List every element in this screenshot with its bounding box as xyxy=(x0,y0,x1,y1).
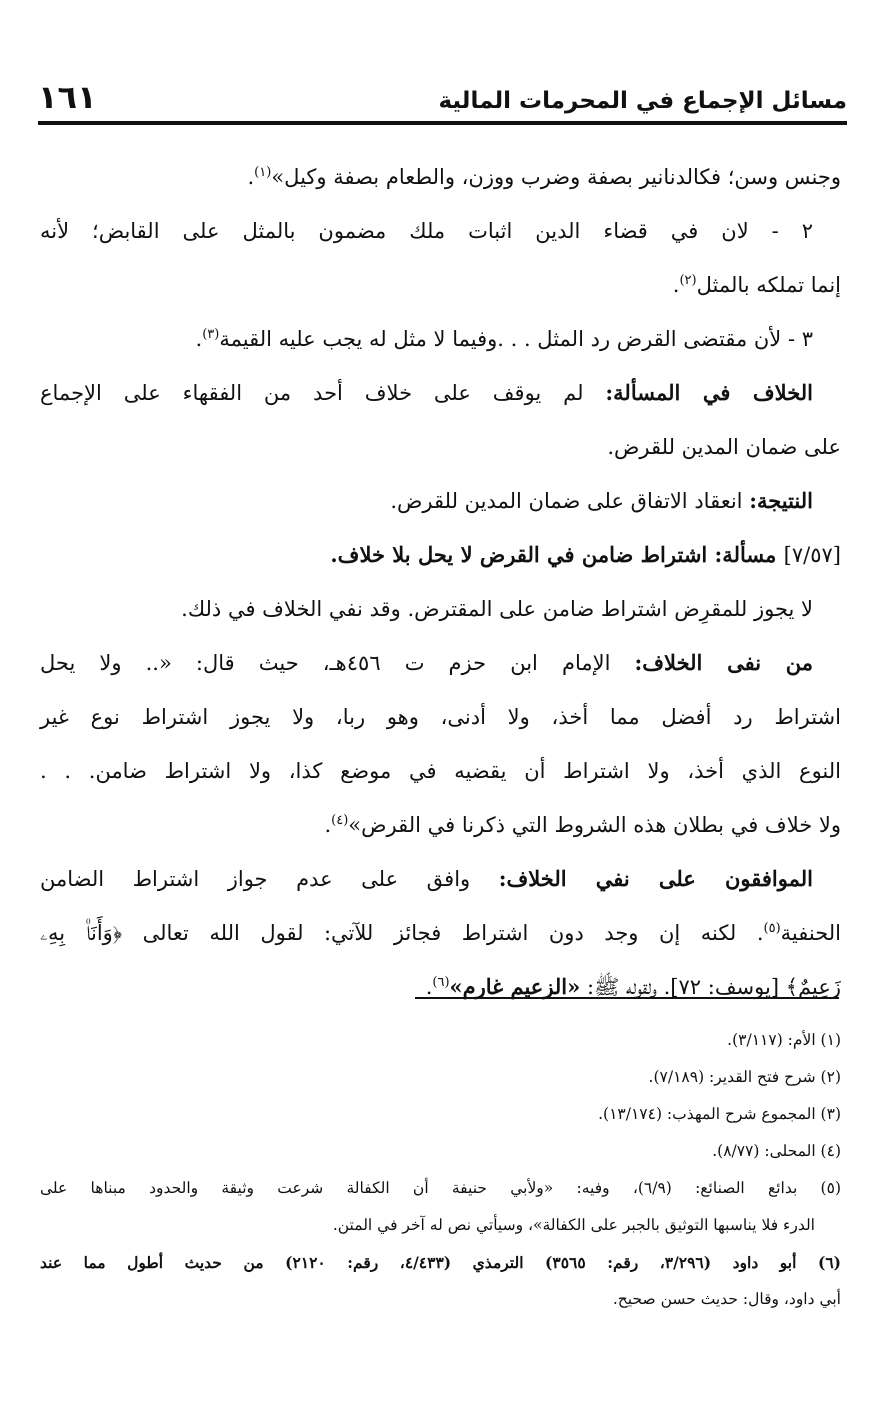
paragraph-line: ٣ - لأن مقتضى القرض رد المثل . . .وفيما لا مثل له يجب عليه القيمة$^{(٣)}$. xyxy=(195,327,813,351)
paragraph-line xyxy=(40,744,841,798)
footnote-ref: (٥) xyxy=(763,921,781,936)
paragraph-line xyxy=(40,690,841,744)
footnote: (٢) شرح فتح القدير: (٧/١٨٩). xyxy=(648,1068,841,1086)
text-run: الإمام ابن حزم ت ٤٥٦هـ، حيث قال: «.. ولا يحل xyxy=(40,651,635,675)
issue-number: [٧/٥٧] xyxy=(783,543,841,567)
text-run: لا يجوز للمقرِض اشتراط ضامن على المقترض. وقد نفي الخلاف في ذلك. xyxy=(181,597,813,621)
paragraph-line xyxy=(40,636,841,690)
page-number: ١٦١ xyxy=(38,78,97,116)
footnote-continuation: أبي داود، وقال: حديث حسن صحيح. xyxy=(612,1290,841,1308)
footnote-ref: (٣) xyxy=(202,327,220,342)
text-run: إنما تملكه بالمثل xyxy=(696,273,841,297)
footnote: (٣) المجموع شرح المهذب: (١٣/١٧٤). xyxy=(598,1105,841,1123)
paragraph-line xyxy=(40,204,841,258)
text-run: لم يوقف على خلاف أحد من الفقهاء على الإجماع xyxy=(40,381,606,405)
text-run: انعقاد الاتفاق على ضمان المدين للقرض. xyxy=(390,489,750,513)
paragraph-line: وجنس وسن؛ فكالدنانير بصفة وضرب ووزن، والطعام بصفة وكيل»$^{(١)}$. xyxy=(247,165,841,189)
text-run: وجنس وسن؛ فكالدنانير بصفة وضرب ووزن، والطعام بصفة وكيل» xyxy=(271,165,841,189)
paragraph-line xyxy=(40,474,841,528)
running-title: مسائل الإجماع في المحرمات المالية xyxy=(438,88,847,114)
paragraph-line: ولا خلاف في بطلان هذه الشروط التي ذكرنا في القرض»$^{(٤)}$. xyxy=(324,813,841,837)
text-run: الحنفية xyxy=(780,921,841,945)
main-text xyxy=(40,150,841,1014)
text-run: ٢ - لان في قضاء الدين اثبات ملك مضمون بالمثل على القابض؛ لأنه xyxy=(40,219,813,243)
section-label: الخلاف في المسألة: xyxy=(605,380,814,405)
page-header xyxy=(38,72,847,120)
paragraph-line xyxy=(40,906,841,960)
paragraph-line xyxy=(40,366,841,420)
footnote-ref: (٦) xyxy=(432,975,450,990)
section-label: الموافقون على نفي الخلاف: xyxy=(498,866,813,891)
footnote-separator xyxy=(415,997,839,999)
footnote-ref: (١) xyxy=(254,165,272,180)
section-label: من نفى الخلاف: xyxy=(634,650,814,675)
text-run: ولا خلاف في بطلان هذه الشروط التي ذكرنا في القرض» xyxy=(348,813,841,837)
text-run: . لكنه إن وجد دون اشتراط فجائز للآتي: لقول الله تعالى ﴿وَأَنَا۠ بِهِۦ xyxy=(40,921,764,945)
paragraph-line: زَعِيمٌ﴾ [يوسف: ٧٢]. ولقوله ﷺ: «الزعيم غارم»$^{(٦)}$. xyxy=(425,974,841,999)
footnote: (٥) بدائع الصنائع: (٦/٩)، وفيه: «ولأبي حنيفة أن الكفالة شرعت وثيقة والحدود مبناها على xyxy=(40,1179,841,1197)
footnote: (١) الأم: (٣/١١٧). xyxy=(727,1031,841,1049)
text-run: على ضمان المدين للقرض. xyxy=(607,435,841,459)
hadith-quote: «الزعيم غارم» xyxy=(449,974,581,999)
text-run: اشتراط رد أفضل مما أخذ، ولا أدنى، وهو ربا، ولا يجوز اشتراط نوع غير xyxy=(40,705,841,729)
text-run: وافق على عدم جواز اشتراط الضامن xyxy=(40,867,499,891)
footnote-continuation: الدرء فلا يناسبها التوثيق بالجبر على الكفالة»، وسيأتي نص له آخر في المتن. xyxy=(332,1216,815,1234)
footnote: (٤) المحلى: (٨/٧٧). xyxy=(712,1142,841,1160)
issue-title: مسألة: اشتراط ضامن في القرض لا يحل بلا خلاف. xyxy=(330,542,784,567)
footnote-ref: (٤) xyxy=(331,813,349,828)
paragraph-line xyxy=(40,582,841,636)
text-run: النوع الذي أخذ، ولا اشتراط أن يقضيه في موضع كذا، ولا اشتراط ضامن. . . xyxy=(40,759,841,783)
header-rule xyxy=(38,121,847,125)
footnotes xyxy=(40,1022,841,1318)
paragraph-line: إنما تملكه بالمثل$^{(٢)}$. xyxy=(672,273,841,297)
paragraph-line xyxy=(40,852,841,906)
footnote: (٦) أبو داود (٣/٢٩٦، رقم: ٣٥٦٥) الترمذي (٤/٤٣٣، رقم: ٢١٢٠) من حديث أطول مما عند xyxy=(40,1253,841,1272)
text-run: ٣ - لأن مقتضى القرض رد المثل . . .وفيما لا مثل له يجب عليه القيمة xyxy=(219,327,813,351)
section-label: النتيجة: xyxy=(749,488,813,513)
paragraph-line xyxy=(40,420,841,474)
text-run: زَعِيمٌ﴾ [يوسف: ٧٢]. ولقوله ﷺ: xyxy=(580,975,841,999)
footnote-ref: (٢) xyxy=(679,273,697,288)
issue-heading xyxy=(40,528,841,582)
